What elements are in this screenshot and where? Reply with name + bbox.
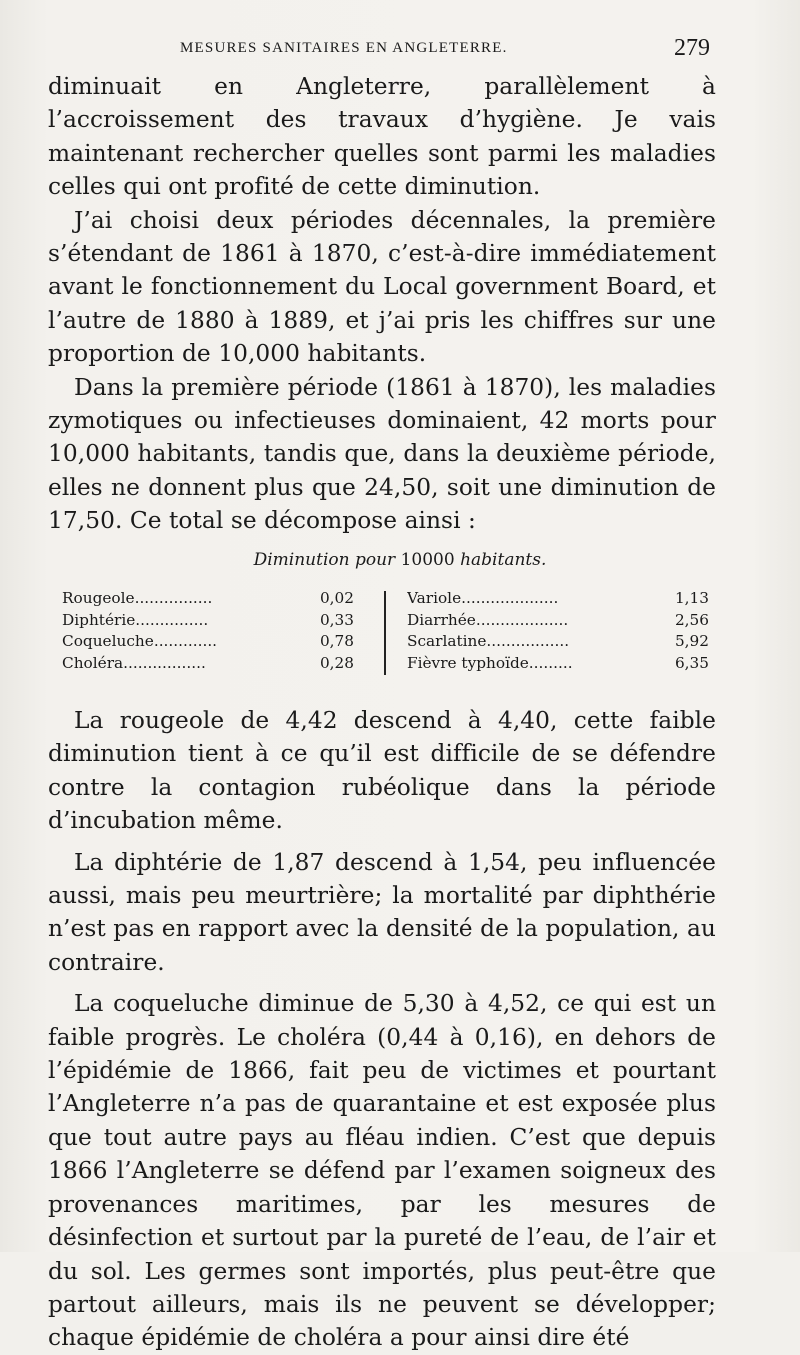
table-row — [407, 588, 709, 610]
table-divider — [384, 591, 386, 675]
caption-number: 10000 — [400, 550, 455, 570]
row-value: 0,02 — [319, 589, 354, 607]
paragraph-coqueluche: La coqueluche diminue de 5,30 à 4,52, ce qui est un faible progrès. Le choléra (0,44 à 0,16), en dehors de l’épidémie de 1866, fait peu de victimes et pourtant l’Angleterre n’a pas de quarantaine et est exposée plus que tout autre pays au fléau indien. C’est que depuis 1866 l’Angleterre se défend par l’examen soigneux des provenances maritimes, par les mesures de désinfection et surtout par la pureté de l’eau, de l’air et du sol. Les germes sont importés, plus peut-être que partout ailleurs, mais ils ne peuvent se développer; chaque épidémie de choléra a pour ainsi dire été — [48, 990, 716, 1352]
page-header — [48, 35, 710, 62]
body-text-top — [48, 70, 716, 538]
table-row — [407, 631, 709, 653]
table-row — [62, 588, 354, 610]
table-row — [407, 653, 709, 675]
row-label: Scarlatine................. — [407, 632, 570, 650]
row-value: 2,56 — [674, 610, 709, 629]
paragraph-diphterie: La diphtérie de 1,87 descend à 1,54, peu influencée aussi, mais peu meurtrière; la mortalité par diphthérie n’est pas en rapport avec la densité de la population, au contraire. — [48, 848, 716, 976]
row-label: Variole.................... — [407, 589, 559, 607]
row-value: 5,92 — [674, 632, 709, 650]
table-row — [62, 631, 354, 653]
paragraph-continuation: diminuait en Angleterre, parallèlement à l’accroissement des travaux d’hygiène. Je vais maintenant rechercher quelles sont parmi les maladies celles qui ont profité de cette diminution. — [48, 73, 716, 201]
paragraph-periods: J’ai choisi deux périodes décennales, la première s’étendant de 1861 à 1870, c’est-à-dire immédiatement avant le fonctionnement du Local government Board, et l’autre de 1880 à 1889, et j’ai pris les chiffres sur une proportion de 10,000 habitants. — [48, 206, 716, 368]
row-label: Fièvre typhoïde......... — [407, 653, 573, 672]
caption-suffix: habitants. — [460, 550, 547, 570]
row-value: 6,35 — [674, 653, 709, 672]
mortality-table — [62, 588, 709, 680]
table-caption — [0, 550, 800, 570]
row-label: Coqueluche............. — [62, 632, 218, 650]
table-row — [407, 610, 709, 632]
row-label: Diphtérie............... — [62, 610, 209, 629]
row-value: 0,28 — [319, 653, 354, 672]
row-value: 1,13 — [674, 589, 709, 607]
paragraph-rougeole: La rougeole de 4,42 descend à 4,40, cette faible diminution tient à ce qu’il est difficile de se défendre contre la contagion rubéolique dans la période d’incubation même. — [48, 707, 716, 835]
body-text-bottom — [48, 704, 716, 1355]
page-number: 279 — [674, 35, 710, 61]
row-label: Diarrhée................... — [407, 610, 569, 629]
row-value: 0,33 — [319, 610, 354, 629]
table-left-column — [62, 588, 354, 674]
running-title: MESURES SANITAIRES EN ANGLETERRE. — [180, 40, 508, 56]
caption-prefix: Diminution pour — [253, 550, 396, 570]
row-value: 0,78 — [319, 632, 354, 650]
paragraph-first-period: Dans la première période (1861 à 1870), les maladies zymotiques ou infectieuses dominaient, 42 morts pour 10,000 habitants, tandis que, dans la deuxième période, elles ne donnent plus que 24,50, soit une diminution de 17,50. Ce total se décompose ainsi : — [48, 373, 716, 535]
table-right-column — [407, 588, 709, 674]
row-label: Rougeole................ — [62, 589, 213, 607]
table-row — [62, 610, 354, 632]
row-label: Choléra................. — [62, 653, 206, 672]
table-row — [62, 653, 354, 675]
